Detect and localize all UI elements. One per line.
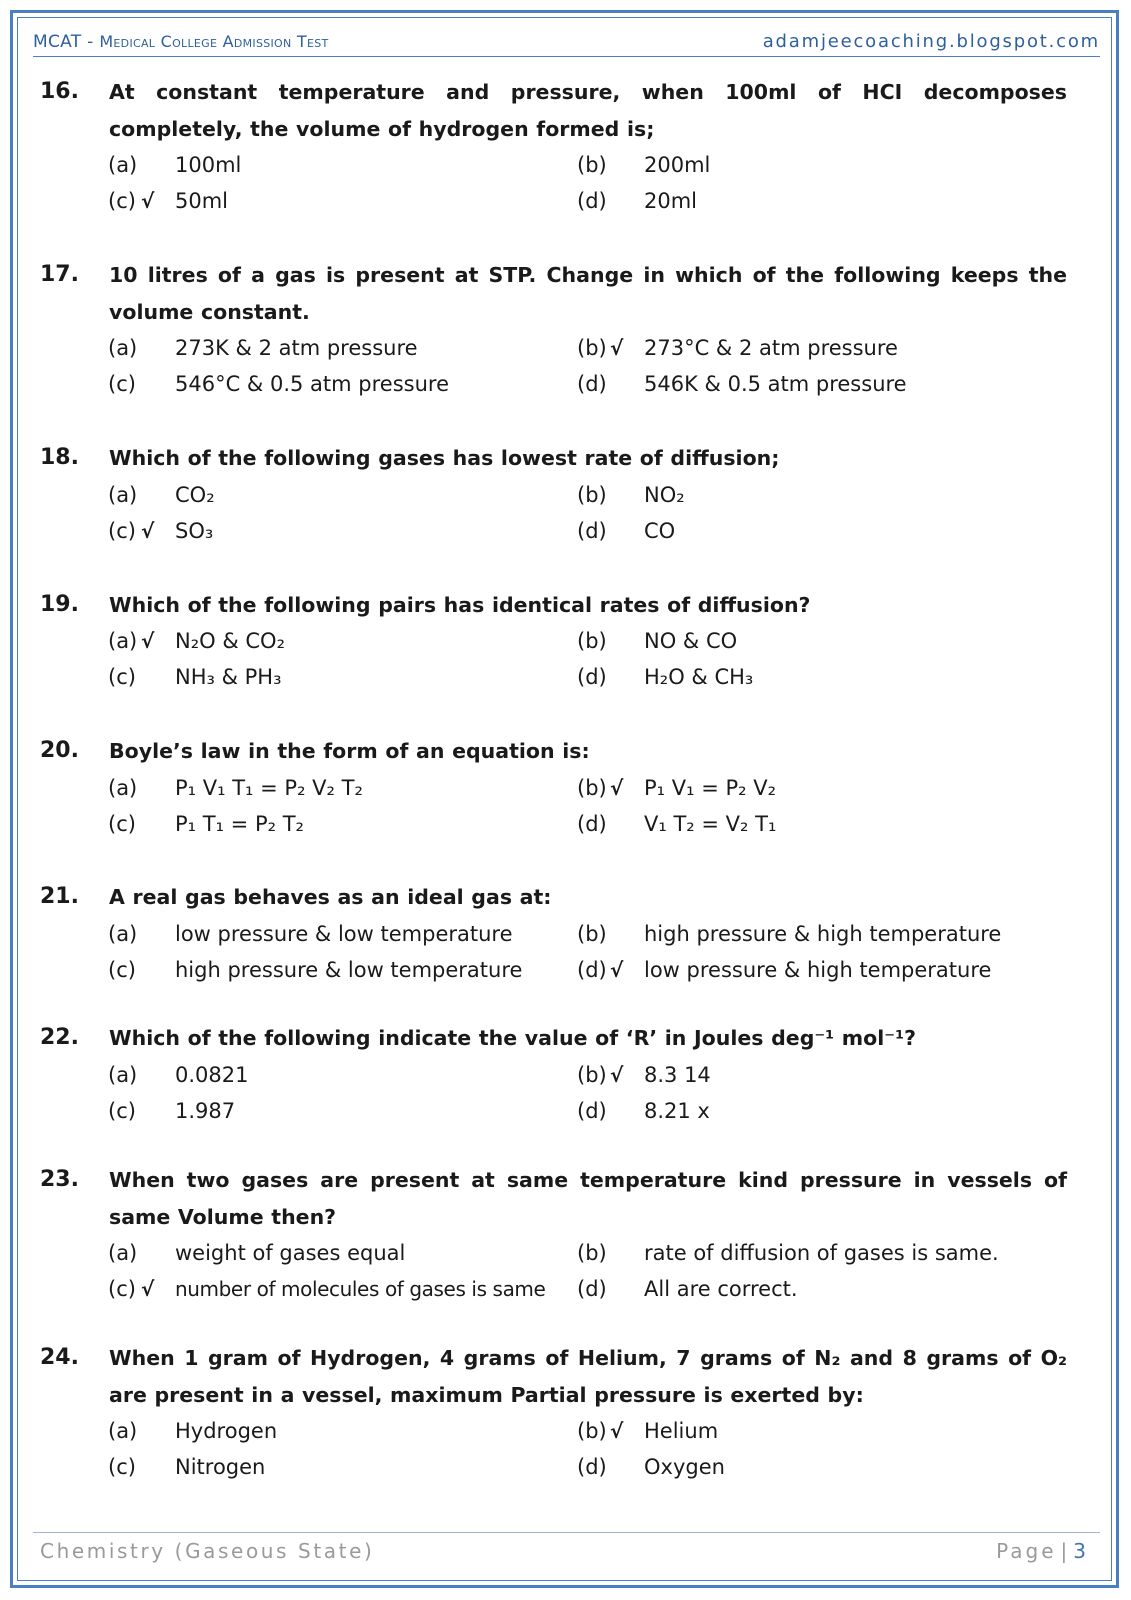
- option-text: P₁ V₁ T₁ = P₂ V₂ T₂: [175, 776, 363, 800]
- option-text: H₂O & CH₃: [644, 665, 754, 689]
- option-c[interactable]: [108, 1449, 578, 1485]
- question-number: 21.: [40, 884, 79, 909]
- option-label: (c): [108, 1277, 136, 1301]
- option-c[interactable]: [108, 952, 578, 988]
- option-text: N₂O & CO₂: [175, 629, 285, 653]
- option-a[interactable]: [108, 330, 578, 366]
- option-label: (c): [108, 958, 136, 982]
- option-label: (b): [577, 629, 607, 653]
- correct-check-icon: √: [610, 1419, 624, 1443]
- correct-check-icon: √: [610, 776, 624, 800]
- option-b[interactable]: [577, 623, 1077, 659]
- option-label: (c): [108, 1455, 136, 1479]
- option-text: NO₂: [644, 483, 685, 507]
- question-text: When 1 gram of Hydrogen, 4 grams of Helium, 7 grams of N₂ and 8 grams of O₂ are present in a vessel, maximum Partial pressure is exerted by:: [109, 1346, 1067, 1407]
- option-text: 546°C & 0.5 atm pressure: [175, 372, 449, 396]
- footer-divider: [33, 1532, 1100, 1533]
- page-number: 3: [1073, 1539, 1089, 1563]
- option-label: (a): [108, 776, 138, 800]
- correct-check-icon: √: [141, 189, 155, 213]
- option-label: (d): [577, 1277, 607, 1301]
- option-label: (d): [577, 812, 607, 836]
- option-a[interactable]: [108, 770, 578, 806]
- question-number: 16.: [40, 79, 79, 104]
- option-label: (a): [108, 1419, 138, 1443]
- option-text: NO & CO: [644, 629, 738, 653]
- question-number: 22.: [40, 1025, 79, 1050]
- option-text: SO₃: [175, 519, 214, 543]
- option-label: (b): [577, 776, 607, 800]
- correct-check-icon: √: [141, 629, 155, 653]
- option-text: P₁ T₁ = P₂ T₂: [175, 812, 304, 836]
- correct-check-icon: √: [610, 958, 624, 982]
- option-text: All are correct.: [644, 1277, 798, 1301]
- option-a[interactable]: [108, 477, 578, 513]
- option-b[interactable]: [577, 1413, 1077, 1449]
- option-c[interactable]: [108, 366, 578, 402]
- question-text: 10 litres of a gas is present at STP. Change in which of the following keeps the volume constant.: [109, 263, 1067, 324]
- footer-page: [996, 1539, 1089, 1563]
- option-text: 8.3 14: [644, 1063, 711, 1087]
- option-d[interactable]: [577, 1271, 1077, 1307]
- option-label: (a): [108, 629, 138, 653]
- option-b[interactable]: [577, 916, 1077, 952]
- option-d[interactable]: [577, 659, 1077, 695]
- option-label: (b): [577, 483, 607, 507]
- option-text: Oxygen: [644, 1455, 725, 1479]
- option-label: (c): [108, 372, 136, 396]
- option-a[interactable]: [108, 1057, 578, 1093]
- option-d[interactable]: [577, 513, 1077, 549]
- option-label: (c): [108, 189, 136, 213]
- option-d[interactable]: [577, 1449, 1077, 1485]
- option-text: number of molecules of gases is same: [175, 1277, 546, 1301]
- option-label: (c): [108, 665, 136, 689]
- option-label: (a): [108, 336, 138, 360]
- page-header: [33, 30, 1100, 56]
- option-text: 273°C & 2 atm pressure: [644, 336, 898, 360]
- option-text: V₁ T₂ = V₂ T₁: [644, 812, 777, 836]
- option-label: (b): [577, 1063, 607, 1087]
- option-d[interactable]: [577, 806, 1077, 842]
- page-separator: |: [1060, 1539, 1071, 1563]
- option-text: 546K & 0.5 atm pressure: [644, 372, 907, 396]
- option-label: (b): [577, 1419, 607, 1443]
- option-text: Helium: [644, 1419, 719, 1443]
- option-label: (b): [577, 922, 607, 946]
- option-label: (c): [108, 519, 136, 543]
- header-test-name: Medical College Admission Test: [99, 32, 329, 51]
- question-text: A real gas behaves as an ideal gas at:: [109, 885, 552, 909]
- option-label: (b): [577, 336, 607, 360]
- option-label: (b): [577, 153, 607, 177]
- question-text: Which of the following indicate the value of ‘R’ in Joules deg⁻¹ mol⁻¹?: [109, 1026, 916, 1050]
- option-text: P₁ V₁ = P₂ V₂: [644, 776, 777, 800]
- question-number: 17.: [40, 262, 79, 287]
- question-number: 23.: [40, 1167, 79, 1192]
- option-d[interactable]: [577, 952, 1077, 988]
- option-c[interactable]: [108, 183, 578, 219]
- option-text: 273K & 2 atm pressure: [175, 336, 418, 360]
- option-text: Nitrogen: [175, 1455, 266, 1479]
- option-b[interactable]: [577, 147, 1077, 183]
- option-label: (c): [108, 1099, 136, 1123]
- option-b[interactable]: [577, 770, 1077, 806]
- option-label: (d): [577, 665, 607, 689]
- option-c[interactable]: [108, 1093, 578, 1129]
- option-c[interactable]: [108, 659, 578, 695]
- page-label: Page: [996, 1539, 1057, 1563]
- question-text: Which of the following gases has lowest rate of diffusion;: [109, 446, 780, 470]
- option-label: (a): [108, 153, 138, 177]
- question-number: 18.: [40, 445, 79, 470]
- option-b[interactable]: [577, 477, 1077, 513]
- header-title: [33, 32, 329, 52]
- option-label: (d): [577, 958, 607, 982]
- option-a[interactable]: [108, 1235, 578, 1271]
- option-text: Hydrogen: [175, 1419, 278, 1443]
- option-text: CO₂: [175, 483, 215, 507]
- option-text: rate of diffusion of gases is same.: [644, 1241, 999, 1265]
- option-text: CO: [644, 519, 676, 543]
- option-b[interactable]: [577, 330, 1077, 366]
- option-a[interactable]: [108, 623, 578, 659]
- option-d[interactable]: [577, 1093, 1077, 1129]
- header-divider: [33, 56, 1100, 57]
- option-label: (d): [577, 372, 607, 396]
- option-label: (d): [577, 1455, 607, 1479]
- option-label: (d): [577, 189, 607, 213]
- option-label: (d): [577, 1099, 607, 1123]
- option-text: high pressure & high temperature: [644, 922, 1002, 946]
- option-d[interactable]: [577, 366, 1077, 402]
- option-b[interactable]: [577, 1235, 1077, 1271]
- question-text: Which of the following pairs has identical rates of diffusion?: [109, 593, 811, 617]
- header-prefix: MCAT: [33, 32, 82, 52]
- question-number: 20.: [40, 738, 79, 763]
- option-text: 200ml: [644, 153, 711, 177]
- option-text: 0.0821: [175, 1063, 249, 1087]
- option-label: (b): [577, 1241, 607, 1265]
- option-text: 20ml: [644, 189, 698, 213]
- option-c[interactable]: [108, 806, 578, 842]
- option-label: (a): [108, 483, 138, 507]
- question-text: At constant temperature and pressure, when 100ml of HCI decomposes completely, the volume of hydrogen formed is;: [109, 80, 1067, 141]
- option-label: (c): [108, 812, 136, 836]
- question-number: 19.: [40, 592, 79, 617]
- option-text: low pressure & low temperature: [175, 922, 513, 946]
- question-number: 24.: [40, 1345, 79, 1370]
- correct-check-icon: √: [141, 1277, 155, 1301]
- option-c[interactable]: [108, 1271, 578, 1307]
- option-c[interactable]: [108, 513, 578, 549]
- option-text: high pressure & low temperature: [175, 958, 523, 982]
- header-site: adamjeecoaching.blogspot.com: [762, 31, 1100, 52]
- footer-subject: Chemistry (Gaseous State): [40, 1539, 375, 1563]
- option-text: 1.987: [175, 1099, 236, 1123]
- option-d[interactable]: [577, 183, 1077, 219]
- correct-check-icon: √: [141, 519, 155, 543]
- option-text: 50ml: [175, 189, 229, 213]
- question-text: When two gases are present at same temperature kind pressure in vessels of same Volume then?: [109, 1168, 1067, 1229]
- option-label: (a): [108, 1241, 138, 1265]
- header-dash: -: [87, 32, 94, 52]
- option-text: NH₃ & PH₃: [175, 665, 282, 689]
- correct-check-icon: √: [610, 336, 624, 360]
- option-label: (d): [577, 519, 607, 543]
- option-label: (a): [108, 1063, 138, 1087]
- option-a[interactable]: [108, 1413, 578, 1449]
- option-text: 8.21 x: [644, 1099, 710, 1123]
- question-text: Boyle’s law in the form of an equation is:: [109, 739, 590, 763]
- option-text: weight of gases equal: [175, 1241, 406, 1265]
- option-text: low pressure & high temperature: [644, 958, 992, 982]
- option-label: (a): [108, 922, 138, 946]
- option-a[interactable]: [108, 147, 578, 183]
- correct-check-icon: √: [610, 1063, 624, 1087]
- option-a[interactable]: [108, 916, 578, 952]
- option-text: 100ml: [175, 153, 242, 177]
- option-b[interactable]: [577, 1057, 1077, 1093]
